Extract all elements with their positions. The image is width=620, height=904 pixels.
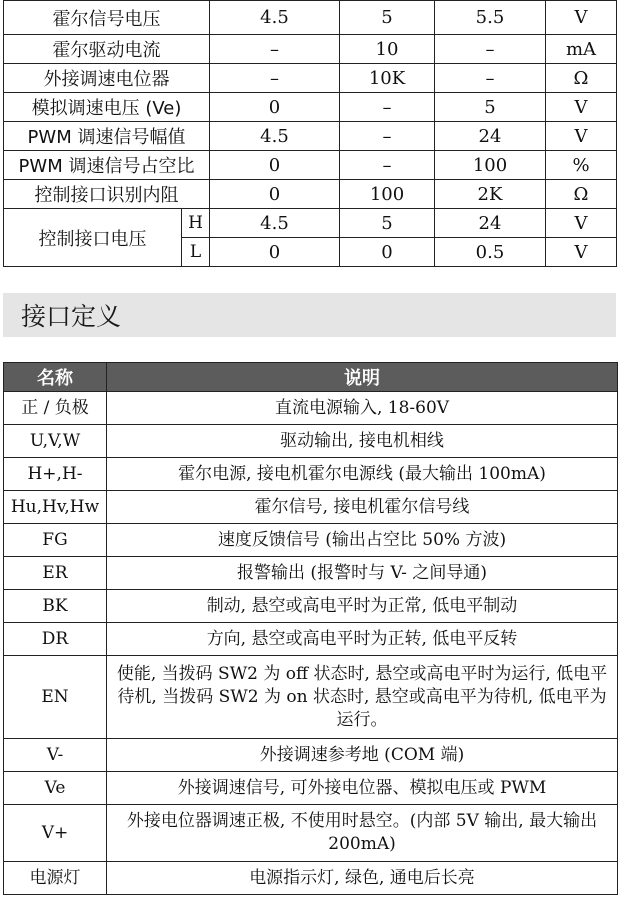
spec-typ: 5 (340, 1, 435, 35)
table-row (4, 623, 618, 656)
spec-name: 霍尔信号电压 (4, 1, 210, 35)
terminal-name: 正 / 负极 (4, 392, 107, 425)
spec-max: – (435, 35, 546, 64)
spec-name: PWM 调速信号幅值 (4, 122, 210, 151)
spec-min: 4.5 (210, 1, 340, 35)
spec-max: 24 (435, 122, 546, 151)
section-header (3, 293, 616, 337)
table-row (4, 590, 618, 623)
spec-min: 0 (210, 180, 340, 209)
terminal-description: 速度反馈信号 (输出占空比 50% 方波) (107, 524, 618, 557)
spec-min: 0 (210, 238, 340, 267)
terminal-name: DR (4, 623, 107, 656)
header-row (4, 363, 618, 392)
spec-row (4, 1, 617, 35)
spec-name: 霍尔驱动电流 (4, 35, 210, 64)
spec-row (4, 180, 617, 209)
spec-max: – (435, 64, 546, 93)
terminal-description: 使能, 当拨码 SW2 为 off 状态时, 悬空或高电平时为运行, 低电平待机, 当拨码 SW2 为 on 状态时, 悬空或高电平为待机, 低电平为运行。 (107, 656, 618, 739)
terminal-name: V- (4, 739, 107, 772)
spec-table (3, 0, 617, 267)
table-row (4, 491, 618, 524)
spec-max: 2K (435, 180, 546, 209)
spec-min: – (210, 64, 340, 93)
spec-level: L (182, 238, 210, 267)
spec-typ: 10K (340, 64, 435, 93)
spec-name: PWM 调速信号占空比 (4, 151, 210, 180)
spec-level: H (182, 209, 210, 238)
terminal-name: Ve (4, 772, 107, 805)
table-row (4, 862, 618, 895)
terminal-description: 制动, 悬空或高电平时为正常, 低电平制动 (107, 590, 618, 623)
terminal-description: 外接调速信号, 可外接电位器、模拟电压或 PWM (107, 772, 618, 805)
table-row (4, 557, 618, 590)
terminal-description: 霍尔电源, 接电机霍尔电源线 (最大输出 100mA) (107, 458, 618, 491)
spec-min: 0 (210, 93, 340, 122)
spec-unit: mA (546, 35, 617, 64)
spec-max: 5 (435, 93, 546, 122)
spec-min: 0 (210, 151, 340, 180)
terminal-description: 直流电源输入, 18-60V (107, 392, 618, 425)
terminal-name: V+ (4, 805, 107, 862)
spec-unit: V (546, 122, 617, 151)
spec-typ: – (340, 151, 435, 180)
terminal-description: 方向, 悬空或高电平时为正转, 低电平反转 (107, 623, 618, 656)
spec-name: 控制接口电压 (4, 209, 182, 267)
spec-unit: V (546, 1, 617, 35)
spec-typ: 0 (340, 238, 435, 267)
spec-unit: V (546, 238, 617, 267)
terminal-description: 驱动输出, 接电机相线 (107, 425, 618, 458)
table-row (4, 772, 618, 805)
terminal-description: 外接调速参考地 (COM 端) (107, 739, 618, 772)
terminal-name: 电源灯 (4, 862, 107, 895)
section-title: 接口定义 (21, 302, 122, 331)
spec-max: 24 (435, 209, 546, 238)
terminal-description: 外接电位器调速正极, 不使用时悬空。(内部 5V 输出, 最大输出 200mA) (107, 805, 618, 862)
terminal-description: 霍尔信号, 接电机霍尔信号线 (107, 491, 618, 524)
table-row (4, 524, 618, 557)
terminal-name: FG (4, 524, 107, 557)
terminal-name: Hu,Hv,Hw (4, 491, 107, 524)
table-row (4, 392, 618, 425)
terminal-description: 报警输出 (报警时与 V- 之间导通) (107, 557, 618, 590)
table-row (4, 805, 618, 862)
spec-min: 4.5 (210, 209, 340, 238)
spec-row (4, 35, 617, 64)
spec-unit: V (546, 93, 617, 122)
spec-name: 外接调速电位器 (4, 64, 210, 93)
spec-typ: 100 (340, 180, 435, 209)
interface-table (3, 362, 618, 895)
spec-typ: 5 (340, 209, 435, 238)
terminal-name: U,V,W (4, 425, 107, 458)
spec-unit: Ω (546, 64, 617, 93)
terminal-name: EN (4, 656, 107, 739)
spec-row (4, 209, 617, 238)
spec-name: 控制接口识别内阻 (4, 180, 210, 209)
spec-min: – (210, 35, 340, 64)
spec-typ: – (340, 93, 435, 122)
spec-row (4, 64, 617, 93)
spec-max: 100 (435, 151, 546, 180)
spec-row (4, 122, 617, 151)
terminal-name: H+,H- (4, 458, 107, 491)
table-row (4, 458, 618, 491)
spec-unit: Ω (546, 180, 617, 209)
spec-typ: – (340, 122, 435, 151)
table-row (4, 425, 618, 458)
column-header-description: 说明 (107, 363, 618, 392)
spec-name: 模拟调速电压 (Ve) (4, 93, 210, 122)
table-row (4, 656, 618, 739)
spec-unit: % (546, 151, 617, 180)
spec-row (4, 93, 617, 122)
terminal-name: BK (4, 590, 107, 623)
spec-max: 5.5 (435, 1, 546, 35)
spec-max: 0.5 (435, 238, 546, 267)
spec-min: 4.5 (210, 122, 340, 151)
spec-row (4, 151, 617, 180)
terminal-description: 电源指示灯, 绿色, 通电后长亮 (107, 862, 618, 895)
spec-unit: V (546, 209, 617, 238)
spec-typ: 10 (340, 35, 435, 64)
terminal-name: ER (4, 557, 107, 590)
table-row (4, 739, 618, 772)
column-header-name: 名称 (4, 363, 107, 392)
